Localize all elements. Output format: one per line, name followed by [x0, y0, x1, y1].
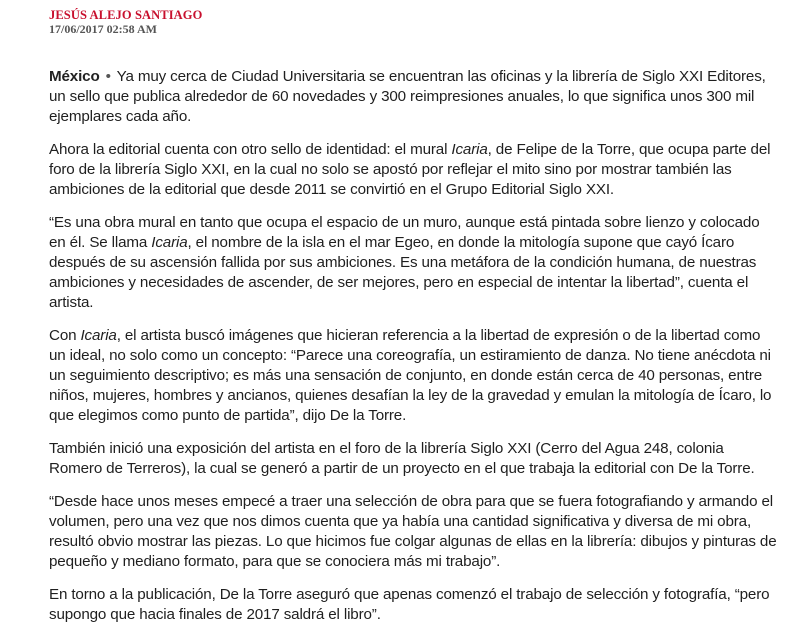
paragraph-2: [49, 140, 777, 200]
paragraph-2-text-a: Ahora la editorial cuenta con otro sello de identidad: el mural: [49, 141, 452, 158]
article-body: [49, 67, 777, 638]
author-name[interactable]: JESÚS ALEJO SANTIAGO: [49, 8, 203, 22]
paragraph-4-text-b: , el artista buscó imágenes que hicieran referencia a la libertad de expresión o de la libertad como un ideal, no solo como un concepto: “Parece una coreografía, un estiramiento de danza. No tiene anécdota ni un seguimiento descriptivo; es más una sensación de conjunto, en donde están cerca de 40 personas, entre niños, mujeres, hombres y ancianos, quienes desafían la ley de la gravedad y emulan la mitología de Ícaro, lo que elegimos como punto de partida”, dijo De la Torre.: [49, 327, 772, 424]
dateline: México: [49, 68, 100, 85]
paragraph-4-text-a: Con: [49, 327, 81, 344]
paragraph-6: “Desde hace unos meses empecé a traer una selección de obra para que se fuera fotografiando y armando el volumen, pero una vez que nos dimos cuenta que ya había una cantidad significativa y diversa de mi obra, resultó obvio mostrar las piezas. Lo que hicimos fue colgar algunas de ellas en la librería: dibujos y pinturas de pequeño y mediano formato, para que se conociera más mi trabajo”.: [49, 493, 777, 570]
paragraph-4: [49, 326, 777, 426]
mural-title: Icaria: [451, 141, 488, 158]
article-byline: [49, 8, 202, 36]
mural-title: Icaria: [80, 327, 117, 344]
paragraph-5: También inició una exposición del artista en el foro de la librería Siglo XXI (Cerro del Agua 248, colonia Romero de Terreros), la cual se generó a partir de un proyecto en el que trabaja la editorial con De la Torre.: [49, 440, 755, 477]
paragraph-1-text: Ya muy cerca de Ciudad Universitaria se encuentran las oficinas y la librería de Siglo XXI Editores, un sello que publica alrededor de 60 novedades y 300 reimpresiones anuales, lo que significa unos 300 mil ejemplares cada año.: [49, 68, 766, 125]
paragraph-2-text-b: , de Felipe de la Torre, que ocupa parte del foro de la librería Siglo XXI, en la cual no solo se apostó por reflejar el mito sino por mostrar también las ambiciones de la editorial que desde 2011 se convirtió en el Grupo Editorial Siglo XXI.: [49, 141, 771, 198]
dateline-bullet: •: [105, 68, 111, 85]
publish-date: 17/06/2017 02:58 AM: [49, 22, 157, 36]
paragraph-3-text-b: , el nombre de la isla en el mar Egeo, en donde la mitología supone que cayó Ícaro después de su ascensión fallida por sus ambiciones. Es una metáfora de la condición humana, de nuestras ambiciones y necesidades de ascender, de ser mejores, pero en especial de intentar la libertad”, cuenta el artista.: [49, 234, 757, 311]
mural-title: Icaria: [151, 234, 188, 251]
paragraph-1: [49, 67, 777, 127]
paragraph-7: En torno a la publicación, De la Torre aseguró que apenas comenzó el trabajo de selección y fotografía, “pero supongo que hacia finales de 2017 saldrá el libro”.: [49, 586, 770, 623]
paragraph-3-text-a: “Es una obra mural en tanto que ocupa el espacio de un muro, aunque está pintada sobre lienzo y colocado en él. Se llama: [49, 214, 760, 251]
paragraph-3: [49, 213, 777, 313]
